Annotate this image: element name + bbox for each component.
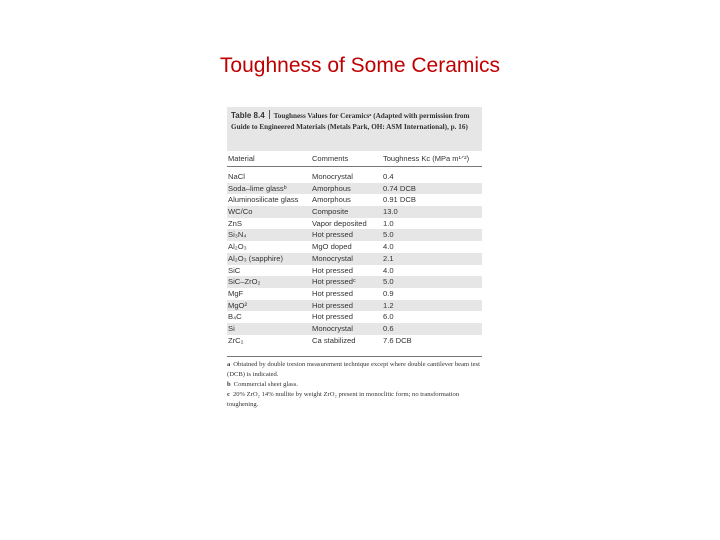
cell-comments: Ca stabilized (312, 335, 356, 345)
table-body (227, 171, 482, 346)
cell-toughness: 7.6 DCB (383, 335, 412, 345)
slide-title: Toughness of Some Ceramics (219, 54, 501, 77)
table-row (227, 323, 482, 335)
table-row (227, 194, 482, 206)
footnote (227, 360, 482, 380)
cell-material: B₄C (228, 312, 242, 322)
footnote (227, 390, 482, 410)
cell-material: Si₃N₄ (228, 230, 247, 240)
cell-toughness: 4.0 (383, 265, 394, 275)
table-number: Table 8.4 (231, 111, 265, 120)
footnote-mark: b (227, 381, 231, 388)
footnote-text: 20% ZrO₂ 14% mullite by weight ZrO₂ present in monoclitic form; no transformation toughening. (227, 391, 460, 408)
table-row (227, 183, 482, 195)
footnote-mark: a (227, 361, 231, 368)
cell-material: Al₂O₃ (sapphire) (228, 253, 283, 263)
cell-material: WC/Co (228, 207, 253, 217)
cell-toughness: 2.1 (383, 253, 394, 263)
table-row (227, 171, 482, 183)
caption-separator (269, 110, 270, 119)
cell-toughness: 0.74 DCB (383, 183, 416, 193)
toughness-table (221, 102, 483, 425)
cell-comments: Hot pressed (312, 288, 353, 298)
footnote-mark: c (227, 391, 230, 398)
cell-material: ZnS (228, 218, 242, 228)
header-material: Material (228, 154, 255, 163)
cell-toughness: 1.0 (383, 218, 394, 228)
table-caption (227, 107, 482, 151)
cell-comments: Hot pressedᶜ (312, 277, 356, 287)
cell-toughness: 0.4 (383, 172, 394, 181)
cell-toughness: 13.0 (383, 207, 398, 217)
table-row (227, 229, 482, 241)
cell-material: Al₂O₃ (228, 242, 247, 252)
footnote-text: Commercial sheet glass. (233, 381, 298, 388)
cell-comments: Hot pressed (312, 300, 353, 310)
table-row (227, 288, 482, 300)
footnote-divider (227, 356, 482, 357)
table-footnotes (227, 360, 482, 410)
cell-material: Soda–lime glassᵇ (228, 183, 287, 193)
table-caption-text: Toughness Values for Ceramicsᵃ (Adapted with permission from Guide to Engineered Materials (Metals Park, OH: ASM International), p. 16) (231, 112, 470, 131)
cell-material: MgF (228, 288, 244, 298)
cell-material: Si (228, 323, 235, 333)
cell-material: Aluminosilicate glass (228, 195, 299, 205)
cell-comments: Monocrystal (312, 323, 353, 333)
table-row (227, 265, 482, 277)
cell-toughness: 5.0 (383, 277, 394, 287)
cell-comments: Hot pressed (312, 312, 353, 322)
cell-material: ZrC₂ (228, 335, 244, 345)
footnote (227, 380, 482, 390)
cell-toughness: 4.0 (383, 242, 394, 252)
table-row (227, 300, 482, 312)
cell-toughness: 0.6 (383, 323, 394, 333)
cell-comments: Hot pressed (312, 265, 353, 275)
footnote-text: Obtained by double torsion measurement technique except where double cantilever beam test (DCB) is indicated. (227, 361, 480, 378)
cell-comments: Composite (312, 207, 349, 217)
table-row (227, 276, 482, 288)
cell-comments: Amorphous (312, 195, 351, 205)
cell-toughness: 5.0 (383, 230, 394, 240)
table-row (227, 253, 482, 265)
cell-toughness: 6.0 (383, 312, 394, 322)
cell-material: SiC (228, 265, 241, 275)
cell-comments: MgO doped (312, 242, 352, 252)
cell-material: SiC–ZrO₂ (228, 277, 261, 287)
table-row (227, 218, 482, 230)
cell-toughness: 0.9 (383, 288, 394, 298)
cell-toughness: 1.2 (383, 300, 394, 310)
header-comments: Comments (312, 154, 349, 163)
cell-comments: Amorphous (312, 183, 351, 193)
table-row (227, 241, 482, 253)
cell-comments: Hot pressed (312, 230, 353, 240)
cell-material: NaCl (228, 172, 245, 181)
cell-comments: Vapor deposited (312, 218, 367, 228)
table-row (227, 311, 482, 323)
table-row (227, 206, 482, 218)
cell-comments: Monocrystal (312, 253, 353, 263)
cell-toughness: 0.91 DCB (383, 195, 416, 205)
table-row (227, 335, 482, 347)
table-header-row (227, 152, 482, 167)
cell-material: MgO² (228, 300, 247, 310)
cell-comments: Monocrystal (312, 172, 353, 181)
header-toughness: Toughness Kᴄ (MPa m¹ᐟ²) (383, 154, 470, 163)
